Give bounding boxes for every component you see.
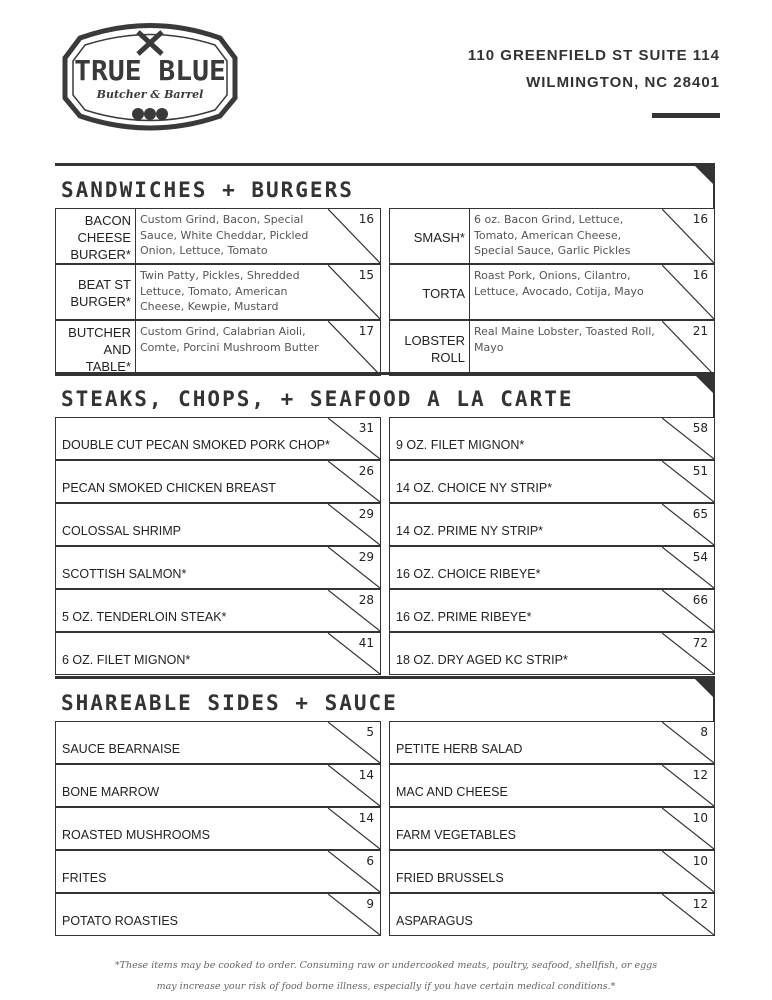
restaurant-logo [60,18,240,136]
menu-item [55,721,381,764]
address [468,42,720,96]
menu-item [55,208,381,264]
menu-item [389,460,715,503]
item-description: Twin Patty, Pickles, Shredded Lettuce, Tomato, American Cheese, Kewpie, Mustard [140,269,300,313]
item-price: 9 [366,897,374,911]
item-price: 12 [692,768,708,782]
section-sides [55,676,715,936]
address-line-1: 110 GREENFIELD ST SUITE 114 [467,47,720,64]
item-price: 12 [692,897,708,911]
disclaimer [0,955,772,997]
section-title: SANDWICHES + BURGERS [61,178,354,202]
item-name: PETITE HERB SALAD [396,742,523,756]
item-price: 14 [358,811,374,825]
menu-item [389,632,715,675]
menu-item [55,807,381,850]
item-price: 31 [358,421,374,435]
item-price: 16 [692,268,708,282]
item-description: Custom Grind, Bacon, Special Sauce, White Cheddar, Pickled Onion, Lettuce, Tomato [140,213,309,257]
item-description: 6 oz. Bacon Grind, Lettuce, Tomato, American Cheese, Special Sauce, Garlic Pickles [474,213,631,257]
item-name: PECAN SMOKED CHICKEN BREAST [62,481,276,495]
item-price: 26 [358,464,374,478]
item-name: 5 OZ. TENDERLOIN STEAK* [62,610,227,624]
menu-item [55,417,381,460]
item-name: FRIED BRUSSELS [396,871,504,885]
item-name: FARM VEGETABLES [396,828,516,842]
item-name: DOUBLE CUT PECAN SMOKED PORK CHOP* [62,438,330,452]
menu-item [55,546,381,589]
menu-item [389,807,715,850]
menu-item [55,632,381,675]
item-price: 10 [692,811,708,825]
item-price: 29 [358,550,374,564]
item-name: BEAT ST BURGER* [56,265,136,319]
menu-item [389,208,715,264]
item-name: TORTA [390,265,470,319]
item-description: Real Maine Lobster, Toasted Roll, Mayo [474,325,655,354]
menu-item [55,893,381,936]
item-price: 6 [366,854,374,868]
menu-item [55,850,381,893]
menu-item [389,546,715,589]
item-price: 54 [692,550,708,564]
disclaimer-line-2: may increase your risk of food borne illness, especially if you have certain medical conditions.* [156,981,616,992]
item-name: BACON CHEESE BURGER* [56,209,136,263]
menu-item [389,320,715,376]
section-title: STEAKS, CHOPS, + SEAFOOD A LA CARTE [61,387,574,411]
item-name: LOBSTER ROLL [390,321,470,375]
menu-item [55,503,381,546]
item-price: 16 [692,212,708,226]
item-name: BONE MARROW [62,785,160,799]
item-name: 16 OZ. CHOICE RIBEYE* [396,567,541,581]
item-price: 66 [692,593,708,607]
disclaimer-line-1: *These items may be cooked to order. Consuming raw or undercooked meats, poultry, seafood, shellfish, or eggs [114,960,658,971]
item-name: ROASTED MUSHROOMS [62,828,210,842]
menu-item [389,264,715,320]
address-line-2: WILMINGTON, NC 28401 [526,74,720,91]
item-price: 15 [358,268,374,282]
item-price: 10 [692,854,708,868]
item-price: 28 [358,593,374,607]
item-price: 65 [692,507,708,521]
item-name: SCOTTISH SALMON* [62,567,187,581]
item-price: 17 [358,324,374,338]
section-steaks [55,372,715,675]
item-name: ASPARAGUS [396,914,473,928]
item-name: FRITES [62,871,107,885]
item-price: 41 [358,636,374,650]
svg-text:Butcher & Barrel: Butcher & Barrel [96,88,204,101]
item-name: 14 OZ. PRIME NY STRIP* [396,524,544,538]
menu-item [55,264,381,320]
item-name: POTATO ROASTIES [62,914,178,928]
menu-item [55,589,381,632]
menu-item [389,417,715,460]
item-name: BUTCHER AND TABLE* [56,321,136,375]
menu-item [55,460,381,503]
menu-item [389,850,715,893]
menu-item [389,589,715,632]
item-price: 16 [358,212,374,226]
item-name: MAC AND CHEESE [396,785,508,799]
item-price: 29 [358,507,374,521]
item-description: Roast Pork, Onions, Cilantro, Lettuce, Avocado, Cotija, Mayo [474,269,644,298]
item-name: 6 OZ. FILET MIGNON* [62,653,191,667]
menu-item [55,320,381,376]
item-price: 51 [692,464,708,478]
menu-item [389,764,715,807]
item-price: 72 [692,636,708,650]
menu-item [389,721,715,764]
corner-tab [695,375,715,395]
item-description: Custom Grind, Calabrian Aioli, Comte, Porcini Mushroom Butter [140,325,319,354]
item-price: 5 [366,725,374,739]
item-price: 8 [700,725,708,739]
divider [652,113,720,118]
menu-item [389,893,715,936]
menu-item [389,503,715,546]
corner-tab [695,166,715,186]
item-name: 16 OZ. PRIME RIBEYE* [396,610,532,624]
svg-text:TRUE BLUE: TRUE BLUE [74,54,226,87]
item-price: 21 [692,324,708,338]
menu-item [55,764,381,807]
section-sandwiches [55,163,715,376]
item-name: COLOSSAL SHRIMP [62,524,182,538]
item-name: 14 OZ. CHOICE NY STRIP* [396,481,553,495]
section-title: SHAREABLE SIDES + SAUCE [61,691,398,715]
corner-tab [695,679,715,699]
item-name: SAUCE BEARNAISE [62,742,181,756]
item-name: SMASH* [390,209,470,263]
item-name: 18 OZ. DRY AGED KC STRIP* [396,653,568,667]
item-name: 9 OZ. FILET MIGNON* [396,438,525,452]
item-price: 58 [692,421,708,435]
item-price: 14 [358,768,374,782]
